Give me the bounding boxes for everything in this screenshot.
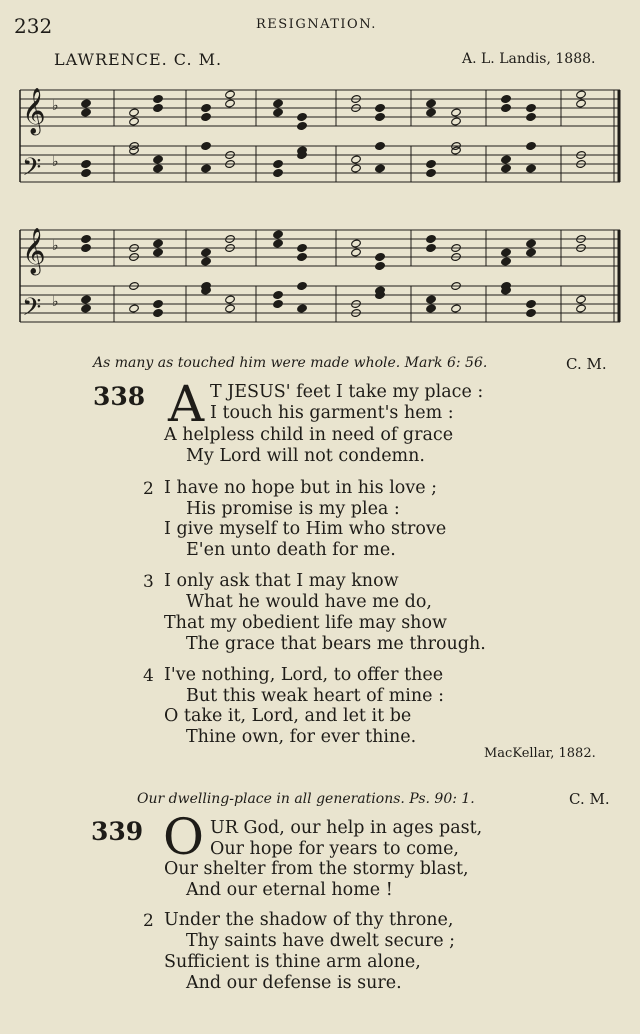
- hymn-339-v1-l3: Our shelter from the stormy blast,: [164, 859, 469, 879]
- svg-text:♭: ♭: [52, 154, 59, 170]
- svg-text:♭: ♭: [52, 98, 59, 114]
- hymn-338-verse-2-number: 2: [143, 479, 154, 499]
- hymn-339-v1-l2: Our hope for years to come,: [210, 839, 459, 859]
- hymn-338-v2-l4: E'en unto death for me.: [186, 540, 396, 560]
- hymn-338-v2-l3: I give myself to Him who strove: [164, 519, 447, 539]
- page-number: 232: [14, 14, 53, 38]
- svg-text:𝄞: 𝄞: [22, 228, 46, 274]
- hymn-338-v4-l3: O take it, Lord, and let it be: [164, 706, 412, 726]
- hymn-338-v3-l3: That my obedient life may show: [164, 613, 447, 633]
- svg-text:𝄞: 𝄞: [22, 88, 46, 134]
- hymn-338-v3-l1: I only ask that I may know: [164, 571, 399, 591]
- music-system-2: [16, 222, 624, 334]
- hymn-338-v3-l4: The grace that bears me through.: [186, 634, 486, 654]
- running-title: RESIGNATION.: [256, 17, 377, 32]
- hymn-339-v2-l2: Thy saints have dwelt secure ;: [186, 931, 456, 951]
- hymn-338-v4-l2: But this weak heart of mine :: [186, 686, 444, 706]
- hymn-338-author: MacKellar, 1882.: [484, 746, 596, 761]
- hymn-339-number: 339: [91, 817, 144, 846]
- hymn-339-dropcap: O: [163, 808, 204, 866]
- hymn-339-verse-2-number: 2: [143, 911, 154, 931]
- hymn-339-v2-l3: Sufficient is thine arm alone,: [164, 952, 421, 972]
- hymn-338-v1-l2: I touch his garment's hem :: [210, 403, 454, 423]
- hymn-339-reference: Our dwelling-place in all generations. Ps. 90: 1.: [137, 791, 475, 807]
- svg-text:♭: ♭: [52, 238, 59, 254]
- hymn-339-v2-l1: Under the shadow of thy throne,: [164, 910, 454, 930]
- tune-name: LAWRENCE. C. M.: [54, 50, 223, 69]
- hymn-338-v1-l4: My Lord will not condemn.: [186, 446, 425, 466]
- hymn-338-dropcap: A: [168, 375, 205, 433]
- svg-text:♭: ♭: [52, 294, 59, 310]
- hymn-338-v4-l1: I've nothing, Lord, to offer thee: [164, 665, 444, 685]
- hymn-338-v2-l2: His promise is my plea :: [186, 499, 400, 519]
- hymn-339-v1-l4: And our eternal home !: [186, 880, 393, 900]
- hymn-338-v3-l2: What he would have me do,: [186, 592, 432, 612]
- hymn-338-number: 338: [93, 382, 146, 411]
- hymn-339-meter: C. M.: [569, 790, 610, 808]
- hymn-338-v4-l4: Thine own, for ever thine.: [186, 727, 417, 747]
- hymn-338-v1-l1: T JESUS' feet I take my place :: [210, 382, 484, 402]
- hymn-338-v1-l3: A helpless child in need of grace: [164, 425, 454, 445]
- tune-composer: A. L. Landis, 1888.: [462, 51, 596, 67]
- hymn-338-verse-4-number: 4: [143, 666, 154, 686]
- svg-text:𝄢: 𝄢: [22, 153, 42, 188]
- music-system-1: [16, 82, 624, 194]
- hymn-338-reference: As many as touched him were made whole. Mark 6: 56.: [93, 355, 488, 371]
- hymn-338-verse-3-number: 3: [143, 572, 154, 592]
- hymn-338-meter: C. M.: [566, 355, 607, 373]
- hymn-338-v2-l1: I have no hope but in his love ;: [164, 478, 438, 498]
- svg-text:𝄢: 𝄢: [22, 293, 42, 328]
- hymn-339-v1-l1: UR God, our help in ages past,: [210, 818, 483, 838]
- hymn-339-v2-l4: And our defense is sure.: [186, 973, 402, 993]
